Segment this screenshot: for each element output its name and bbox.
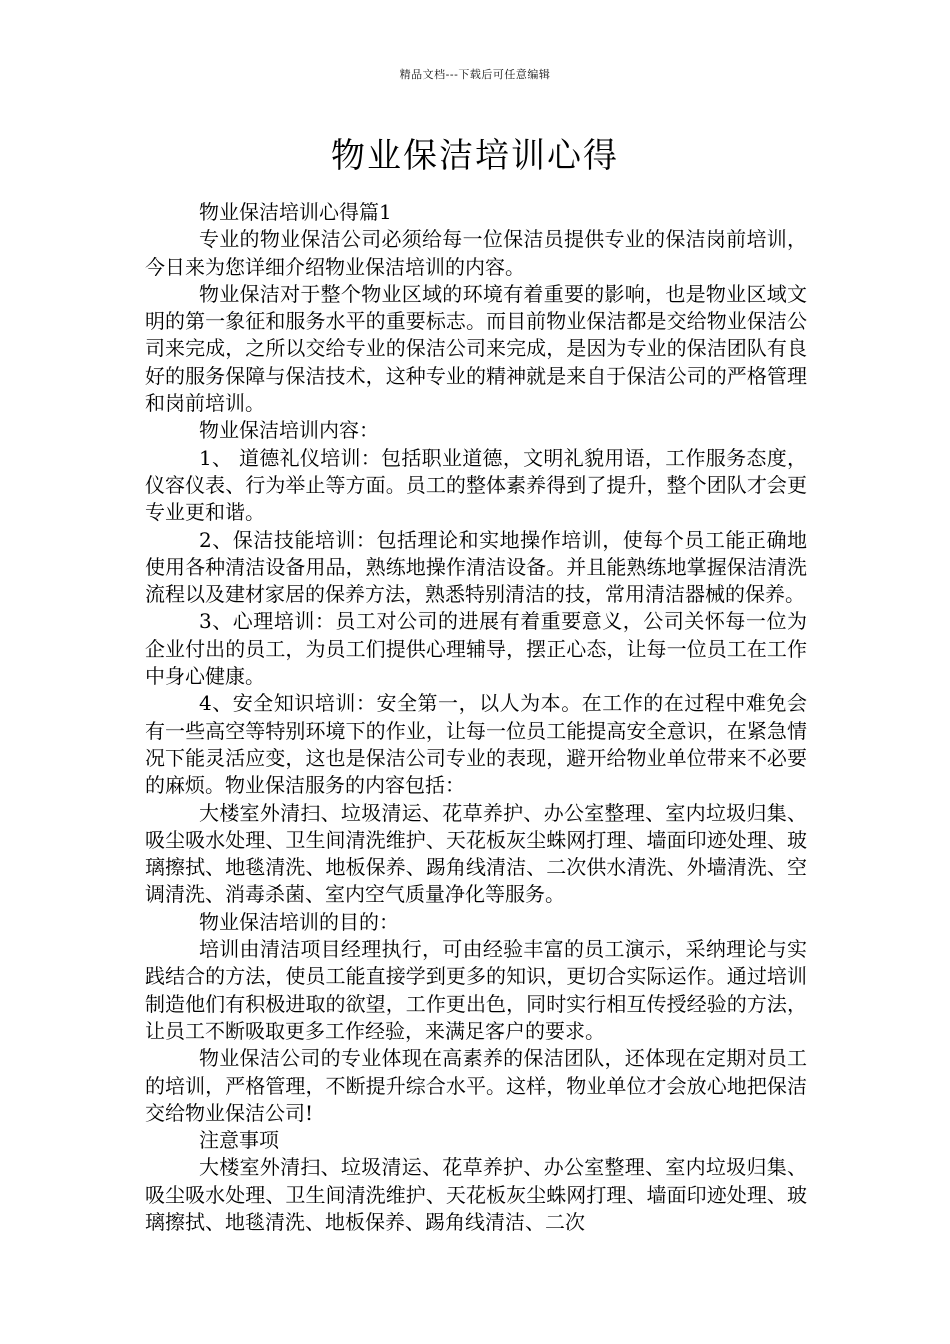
- paragraph-professionalism: 物业保洁公司的专业体现在高素养的保洁团队，还体现在定期对员工的培训，严格管理，不断提升综合水平。这样，物业单位才会放心地把保洁交给物业保洁公司!: [145, 1046, 807, 1125]
- paragraph-service-list: 大楼室外清扫、垃圾清运、花草养护、办公室整理、室内垃圾归集、吸尘吸水处理、卫生间清洗维护、天花板灰尘蛛网打理、墙面印迹处理、玻璃擦拭、地毯清洗、地板保养、踢角线清洁、二次供水清洗、外墙清洗、空调清洗、消毒杀菌、室内空气质量净化等服务。: [145, 800, 807, 907]
- paragraph-skills-training: 2、保洁技能培训：包括理论和实地操作培训，使每个员工能正确地使用各种清洁设备用品，熟练地操作清洁设备。并且能熟练地掌握保洁清洗流程以及建材家居的保养方法，熟悉特别清洁的技，常用清洁器械的保养。: [145, 527, 807, 607]
- document-body: [145, 199, 807, 1236]
- paragraph-content-heading: 物业保洁培训内容：: [199, 418, 379, 443]
- paragraph-notes-service-list: 大楼室外清扫、垃圾清运、花草养护、办公室整理、室内垃圾归集、吸尘吸水处理、卫生间清洗维护、天花板灰尘蛛网打理、墙面印迹处理、玻璃擦拭、地毯清洗、地板保养、踢角线清洁、二次: [145, 1155, 807, 1234]
- paragraph-intro: 专业的物业保洁公司必须给每一位保洁员提供专业的保洁岗前培训，今日来为您详细介绍物业保洁培训的内容。: [145, 227, 807, 279]
- paragraph-importance: 物业保洁对于整个物业区域的环境有着重要的影响，也是物业区域文明的第一象征和服务水平的重要标志。而目前物业保洁都是交给物业保洁公司来完成，之所以交给专业的保洁公司来完成，是因为专业的保洁团队有良好的服务保障与保洁技术，这种专业的精神就是来自于保洁公司的严格管理和岗前培训。: [145, 281, 807, 416]
- paragraph-purpose: 培训由清洁项目经理执行，可由经验丰富的员工演示，采纳理论与实践结合的方法，使员工能直接学到更多的知识，更切合实际运作。通过培训制造他们有积极进取的欲望，工作更出色，同时实行相互传授经验的方法，让员工不断吸取更多工作经验，来满足客户的要求。: [145, 937, 807, 1043]
- paragraph-etiquette-training: 1、 道德礼仪培训：包括职业道德，文明礼貌用语，工作服务态度，仪容仪表、行为举止等方面。员工的整体素养得到了提升，整个团队才会更专业更和谐。: [145, 445, 807, 525]
- paragraph-psychological-training: 3、心理培训：员工对公司的进展有着重要意义，公司关怀每一位为企业付出的员工，为员工们提供心理辅导，摆正心态，让每一位员工在工作中身心健康。: [145, 609, 807, 689]
- paragraph-safety-training: 4、安全知识培训：安全第一，以人为本。在工作的在过程中难免会有一些高空等特别环境下的作业，让每一位员工能提高安全意识，在紧急情况下能灵活应变，这也是保洁公司专业的表现，避开给物业单位带来不必要的麻烦。物业保洁服务的内容包括：: [145, 691, 807, 798]
- document-title: 物业保洁培训心得: [331, 136, 619, 176]
- paragraph-notes-heading: 注意事项: [199, 1128, 279, 1153]
- paragraph-section-heading: 物业保洁培训心得篇1: [199, 200, 392, 224]
- paragraph-purpose-heading: 物业保洁培训的目的：: [199, 909, 399, 934]
- header-note: 精品文档---下载后可任意编辑: [399, 68, 551, 81]
